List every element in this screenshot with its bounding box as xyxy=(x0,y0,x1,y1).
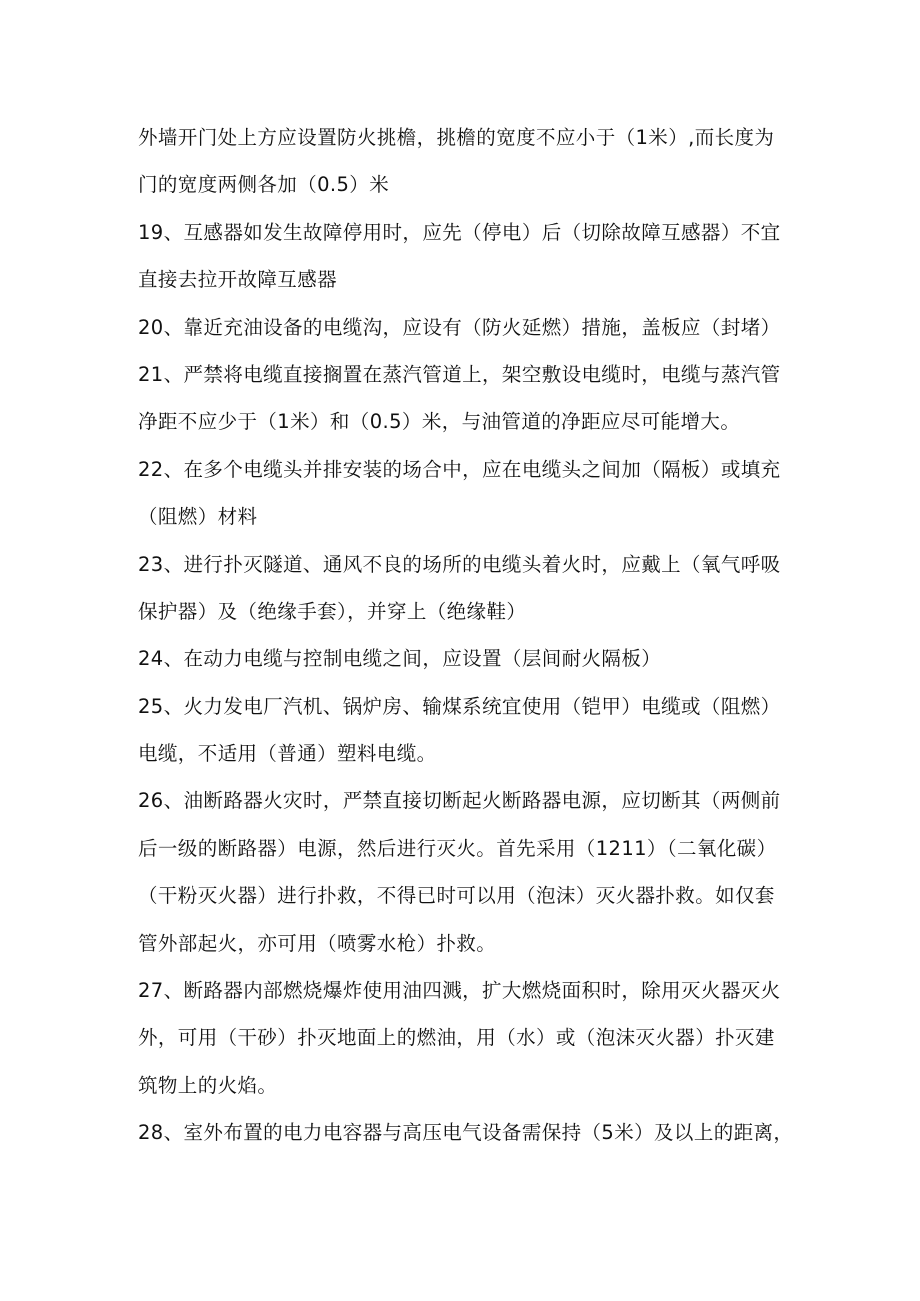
text-line: 保护器）及（绝缘手套），并穿上（绝缘鞋） xyxy=(138,599,527,623)
text-line: （阻燃）材料 xyxy=(138,505,258,529)
text-line: 电缆，不适用（普通）塑料电缆。 xyxy=(138,742,437,766)
text-line: 23、进行扑灭隧道、通风不良的场所的电缆头着火时，应戴上（氧气呼吸 xyxy=(138,552,781,576)
text-line: 净距不应少于（1米）和（0.5）米，与油管道的净距应尽可能增大。 xyxy=(138,410,741,434)
text-line: 19、互感器如发生故障停用时，应先（停电）后（切除故障互感器）不宜 xyxy=(138,220,781,244)
document-body xyxy=(138,114,838,1157)
text-line: 26、油断路器火灾时，严禁直接切断起火断路器电源，应切断其（两侧前 xyxy=(138,789,781,813)
text-line: 22、在多个电缆头并排安装的场合中，应在电缆头之间加（隔板）或填充 xyxy=(138,457,781,481)
text-line: 21、严禁将电缆直接搁置在蒸汽管道上，架空敷设电缆时，电缆与蒸汽管 xyxy=(138,362,781,386)
text-line: 24、在动力电缆与控制电缆之间，应设置（层间耐火隔板） xyxy=(138,647,662,671)
text-line: 外墙开门处上方应设置防火挑檐，挑檐的宽度不应小于（1米）,而长度为 xyxy=(138,126,775,149)
text-line: 后一级的断路器）电源，然后进行灭火。首先采用（1211）（二氧化碳） xyxy=(138,836,777,860)
text-line: 28、室外布置的电力电容器与高压电气设备需保持（5米）及以上的距离， xyxy=(138,1121,794,1145)
text-line: 直接去拉开故障互感器 xyxy=(138,268,338,292)
text-line: （干粉灭火器）进行扑救，不得已时可以用（泡沫）灭火器扑救。如仅套 xyxy=(138,884,775,908)
text-line: 20、靠近充油设备的电缆沟，应设有（防火延燃）措施，盖板应（封堵） xyxy=(138,315,781,339)
text-line: 筑物上的火焰。 xyxy=(138,1073,278,1097)
text-line: 门的宽度两侧各加（0.5）米 xyxy=(138,173,390,197)
text-line: 外，可用（干砂）扑灭地面上的燃油，用（水）或（泡沫灭火器）扑灭建 xyxy=(138,1026,775,1050)
text-line: 27、断路器内部燃烧爆炸使用油四溅，扩大燃烧面积时，除用灭火器灭火 xyxy=(138,979,781,1003)
text-line: 25、火力发电厂汽机、锅炉房、输煤系统宜使用（铠甲）电缆或（阻燃） xyxy=(138,694,781,718)
text-line: 管外部起火，亦可用（喷雾水枪）扑救。 xyxy=(138,931,497,955)
